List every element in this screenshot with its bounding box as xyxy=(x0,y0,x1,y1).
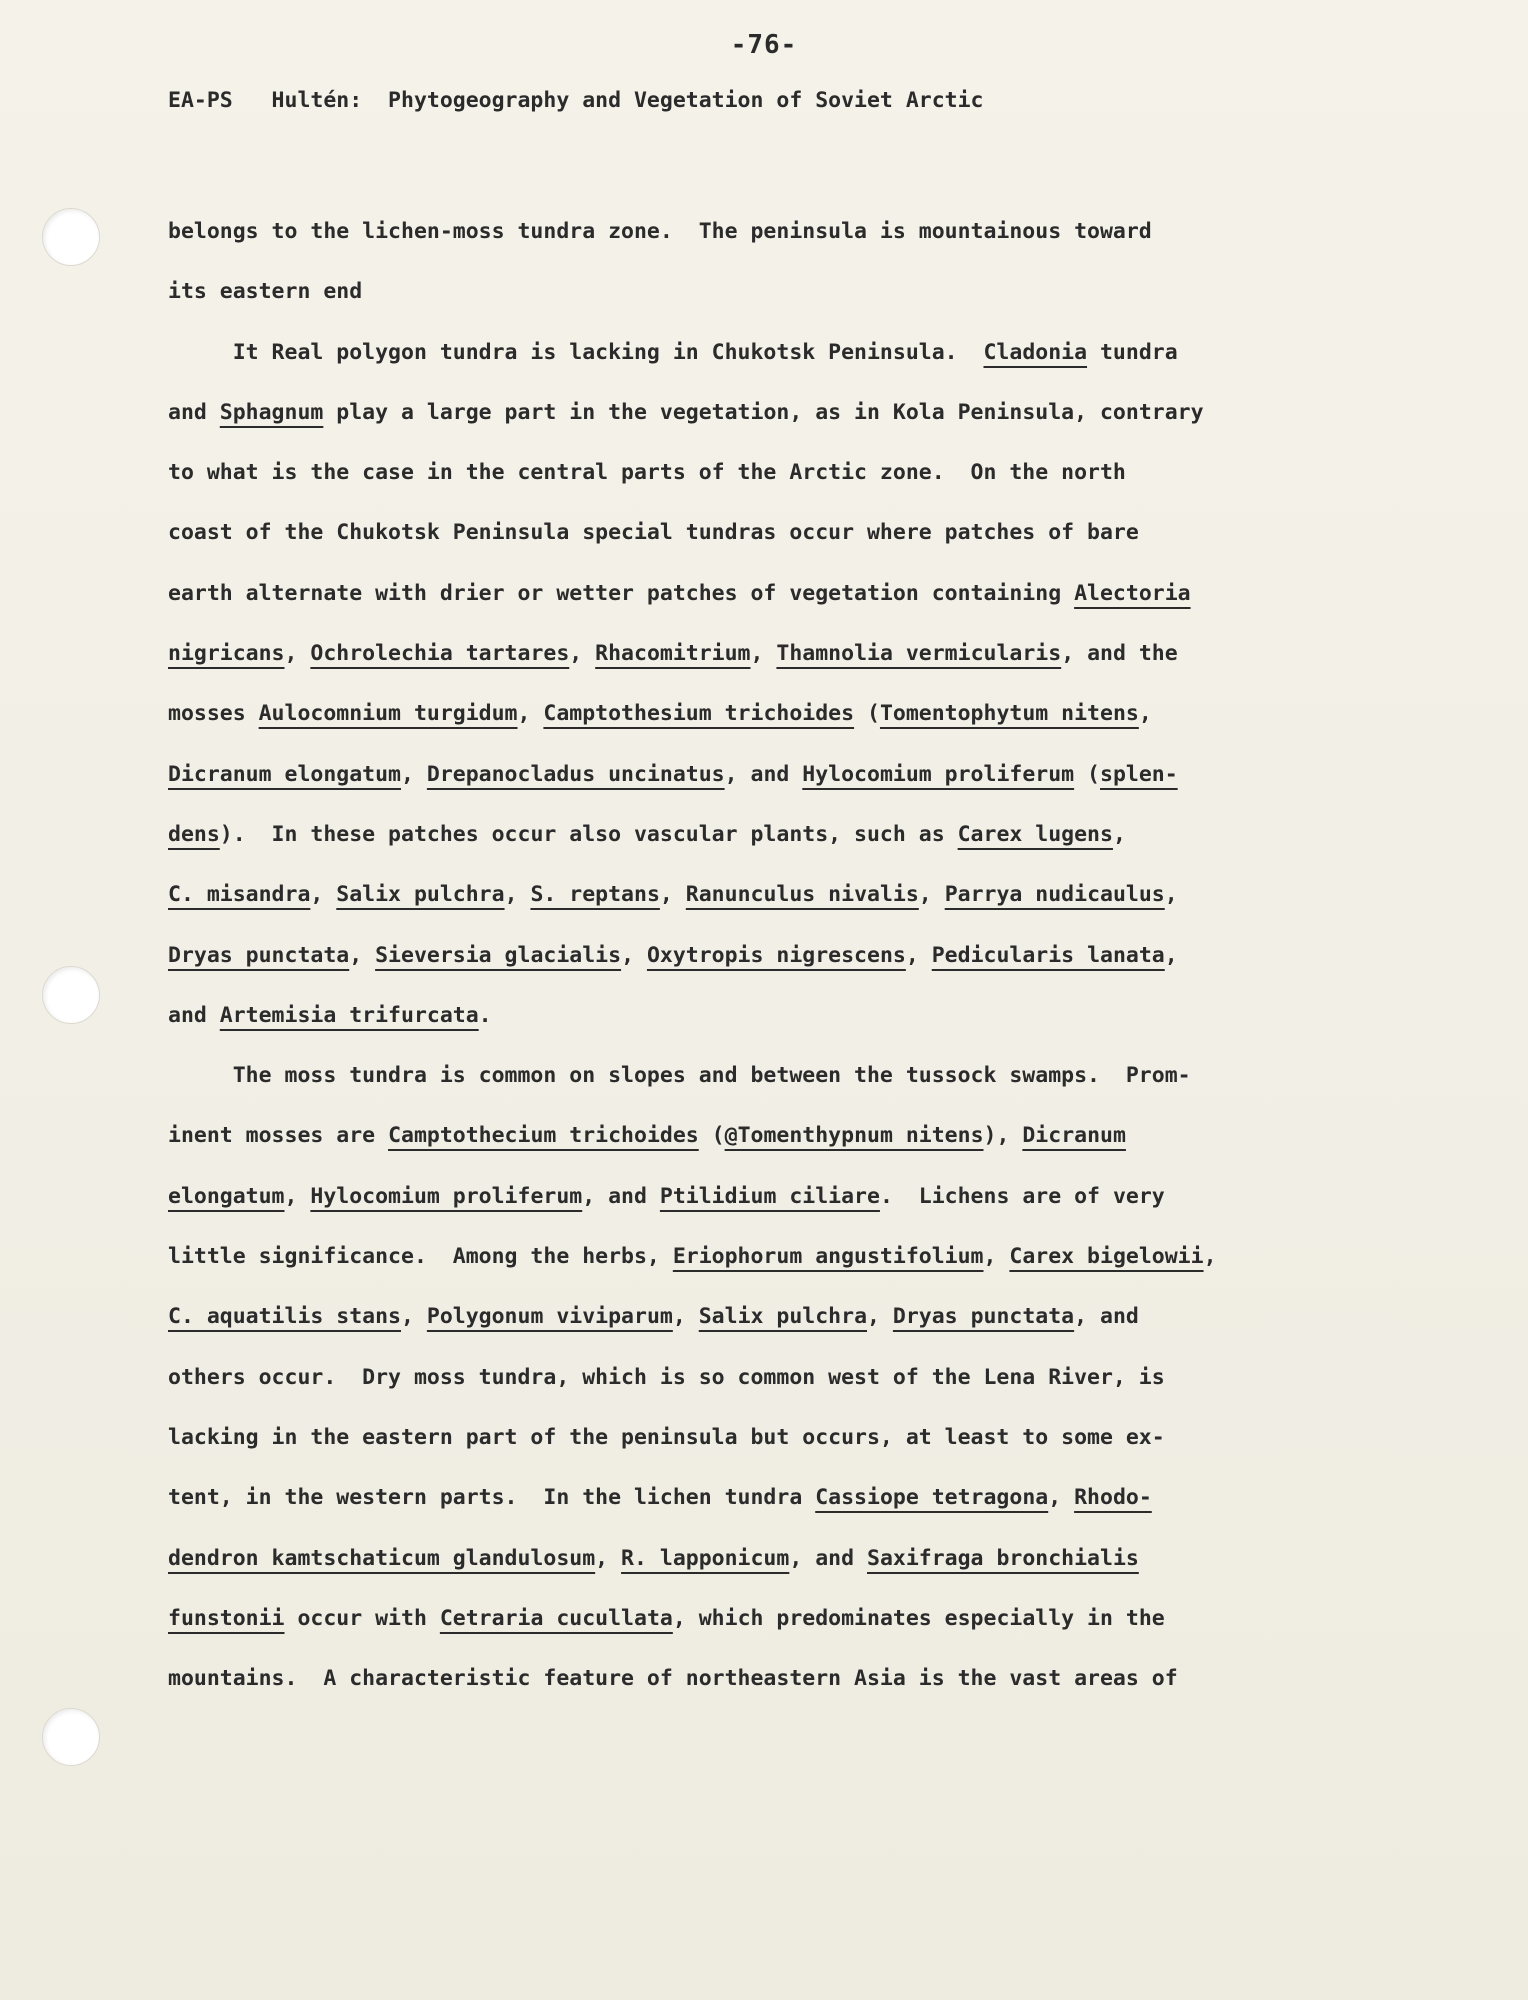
underlined-taxon: R. lapponicum xyxy=(621,1545,790,1571)
underlined-taxon: dens xyxy=(168,821,220,847)
underlined-taxon: Alectoria xyxy=(1074,580,1191,606)
underlined-taxon: Rhodo- xyxy=(1074,1485,1152,1511)
underlined-taxon: Camptothecium trichoides xyxy=(388,1123,699,1149)
running-header: EA-PS Hultén: Phytogeography and Vegetation of Soviet Arctic xyxy=(168,88,984,113)
text-run: , which predominates especially in the xyxy=(672,1605,1165,1631)
text-line xyxy=(168,986,1378,1046)
underlined-taxon: Polygonum viviparum xyxy=(426,1304,673,1330)
text-line xyxy=(168,684,1378,744)
text-run: belongs to the lichen-moss tundra zone. The peninsula is mountainous toward xyxy=(168,219,1152,244)
underlined-taxon: Hylocomium proliferum xyxy=(802,761,1075,787)
text-run: , xyxy=(284,641,311,667)
text-line xyxy=(168,383,1378,443)
text-run: mosses xyxy=(168,701,259,727)
underlined-taxon: Pedicularis lanata xyxy=(931,942,1165,968)
text-run: , xyxy=(1203,1244,1217,1270)
text-line xyxy=(168,865,1378,925)
underlined-taxon: Dryas punctata xyxy=(892,1304,1075,1330)
text-run: , xyxy=(284,1183,311,1209)
text-line xyxy=(168,1167,1378,1227)
text-run: , xyxy=(672,1304,699,1330)
text-line xyxy=(168,805,1378,865)
underlined-taxon: S. reptans xyxy=(530,882,660,908)
text-run: , xyxy=(983,1244,1010,1270)
text-run: , and xyxy=(582,1183,660,1209)
text-run: . Lichens are of very xyxy=(879,1183,1165,1209)
text-run: mountains. A characteristic feature of northeastern Asia is the vast areas of xyxy=(168,1666,1178,1692)
punch-hole xyxy=(42,208,100,266)
text-run: , xyxy=(659,882,686,908)
text-run: coast of the Chukotsk Peninsula special tundras occur where patches of bare xyxy=(168,520,1139,546)
underlined-taxon: Rhacomitrium xyxy=(595,641,751,667)
text-run: tundra xyxy=(1087,339,1178,365)
underlined-taxon: Oxytropis nigrescens xyxy=(646,942,906,968)
text-run: , xyxy=(1138,701,1152,727)
text-run: occur with xyxy=(284,1605,440,1631)
text-run: The moss tundra is common on slopes and between the tussock swamps. Prom- xyxy=(168,1063,1191,1089)
text-line xyxy=(168,443,1378,503)
underlined-taxon: dendron kamtschaticum glandulosum xyxy=(168,1545,596,1571)
text-run: ), xyxy=(983,1123,1023,1149)
text-run: , xyxy=(1048,1485,1075,1511)
punch-hole xyxy=(42,966,100,1024)
text-run: , xyxy=(918,882,945,908)
underlined-taxon: elongatum xyxy=(168,1183,285,1209)
text-run: , xyxy=(621,942,647,968)
underlined-taxon: Cladonia xyxy=(983,339,1088,365)
body-text xyxy=(168,202,1378,1709)
text-run: , xyxy=(1164,882,1178,908)
text-line xyxy=(168,1227,1378,1287)
text-run: , xyxy=(310,882,337,908)
text-run: , and xyxy=(789,1545,867,1571)
text-run: , xyxy=(750,641,777,667)
text-line xyxy=(168,202,1378,262)
text-line xyxy=(168,262,1378,322)
underlined-taxon: Tomentophytum nitens xyxy=(879,701,1139,727)
text-line xyxy=(168,503,1378,563)
text-run: , and xyxy=(724,761,803,787)
text-line xyxy=(168,1529,1378,1589)
page-number: -76- xyxy=(730,30,798,60)
text-run: , xyxy=(905,942,932,968)
text-run: play a large part in the vegetation, as in Kola Peninsula, contrary xyxy=(323,399,1204,425)
underlined-taxon: Camptothesium trichoides xyxy=(543,701,855,727)
underlined-taxon: Artemisia trifurcata xyxy=(219,1002,479,1028)
text-run: , xyxy=(1164,942,1178,968)
text-run: ( xyxy=(698,1123,725,1149)
text-run: It Real polygon tundra is lacking in Chukotsk Peninsula. xyxy=(168,339,984,365)
text-run: little significance. Among the herbs, xyxy=(168,1244,673,1270)
underlined-taxon: Saxifraga bronchialis xyxy=(867,1545,1139,1571)
underlined-taxon: @Tomenthypnum nitens xyxy=(724,1123,984,1149)
underlined-taxon: Sphagnum xyxy=(219,399,324,425)
underlined-taxon: Eriophorum angustifolium xyxy=(672,1244,984,1270)
text-run: , xyxy=(401,1304,427,1330)
text-line xyxy=(168,1408,1378,1468)
underlined-taxon: C. aquatilis stans xyxy=(168,1304,401,1330)
underlined-taxon: Cassiope tetragona xyxy=(815,1485,1049,1511)
underlined-taxon: Salix pulchra xyxy=(336,882,505,908)
underlined-taxon: Dryas punctata xyxy=(168,942,350,968)
text-run: its eastern end xyxy=(168,279,363,305)
underlined-taxon: Carex lugens xyxy=(957,821,1113,847)
text-run: , and xyxy=(1074,1304,1139,1330)
text-run: and xyxy=(168,1002,220,1028)
underlined-taxon: Thamnolia vermicularis xyxy=(776,641,1062,667)
text-line xyxy=(168,564,1378,624)
punch-hole xyxy=(42,1708,100,1766)
text-line xyxy=(168,323,1378,383)
underlined-taxon: Cetraria cucullata xyxy=(439,1605,673,1631)
underlined-taxon: Dicranum xyxy=(1022,1123,1126,1149)
text-run: . xyxy=(478,1002,492,1028)
text-line xyxy=(168,1649,1378,1709)
text-line xyxy=(168,1287,1378,1347)
text-run: to what is the case in the central parts of the Arctic zone. On the north xyxy=(168,460,1126,486)
text-run: , xyxy=(1112,821,1126,847)
underlined-taxon: Ranunculus nivalis xyxy=(685,882,919,908)
text-run: and xyxy=(168,399,220,425)
underlined-taxon: Salix pulchra xyxy=(698,1304,868,1330)
text-line xyxy=(168,624,1378,684)
text-run: ( xyxy=(854,701,880,727)
text-line xyxy=(168,1046,1378,1106)
text-run: , xyxy=(517,701,544,727)
text-line xyxy=(168,1468,1378,1528)
text-line xyxy=(168,1106,1378,1166)
underlined-taxon: splen- xyxy=(1100,761,1178,787)
text-run: , xyxy=(504,882,531,908)
underlined-taxon: Drepanocladus uncinatus xyxy=(426,761,725,787)
underlined-taxon: Ochrolechia tartares xyxy=(310,641,570,667)
underlined-taxon: nigricans xyxy=(168,641,285,667)
text-line xyxy=(168,745,1378,805)
text-run: ). In these patches occur also vascular plants, such as xyxy=(219,821,958,847)
text-line xyxy=(168,1348,1378,1408)
underlined-taxon: Ptilidium ciliare xyxy=(659,1183,880,1209)
text-run: , xyxy=(595,1545,622,1571)
text-run: , xyxy=(349,942,376,968)
text-run: ( xyxy=(1074,761,1100,787)
underlined-taxon: Sieversia glacialis xyxy=(375,942,622,968)
text-run: others occur. Dry moss tundra, which is so common west of the Lena River, is xyxy=(168,1364,1165,1390)
text-run: , xyxy=(569,641,596,667)
underlined-taxon: Aulocomnium turgidum xyxy=(258,701,518,727)
underlined-taxon: C. misandra xyxy=(168,882,311,908)
text-run: tent, in the western parts. In the lichen tundra xyxy=(168,1485,816,1511)
text-run: lacking in the eastern part of the peninsula but occurs, at least to some ex- xyxy=(168,1424,1165,1450)
underlined-taxon: funstonii xyxy=(168,1605,285,1631)
underlined-taxon: Dicranum elongatum xyxy=(168,761,401,787)
text-run: , xyxy=(867,1304,893,1330)
underlined-taxon: Hylocomium proliferum xyxy=(310,1183,583,1209)
text-line xyxy=(168,926,1378,986)
text-run: earth alternate with drier or wetter patches of vegetation containing xyxy=(168,580,1075,606)
underlined-taxon: Parrya nudicaulus xyxy=(944,882,1165,908)
text-run: , and the xyxy=(1061,641,1178,667)
text-run: , xyxy=(401,761,427,787)
text-run: inent mosses are xyxy=(168,1123,389,1149)
underlined-taxon: Carex bigelowii xyxy=(1009,1244,1204,1270)
text-line xyxy=(168,1589,1378,1649)
